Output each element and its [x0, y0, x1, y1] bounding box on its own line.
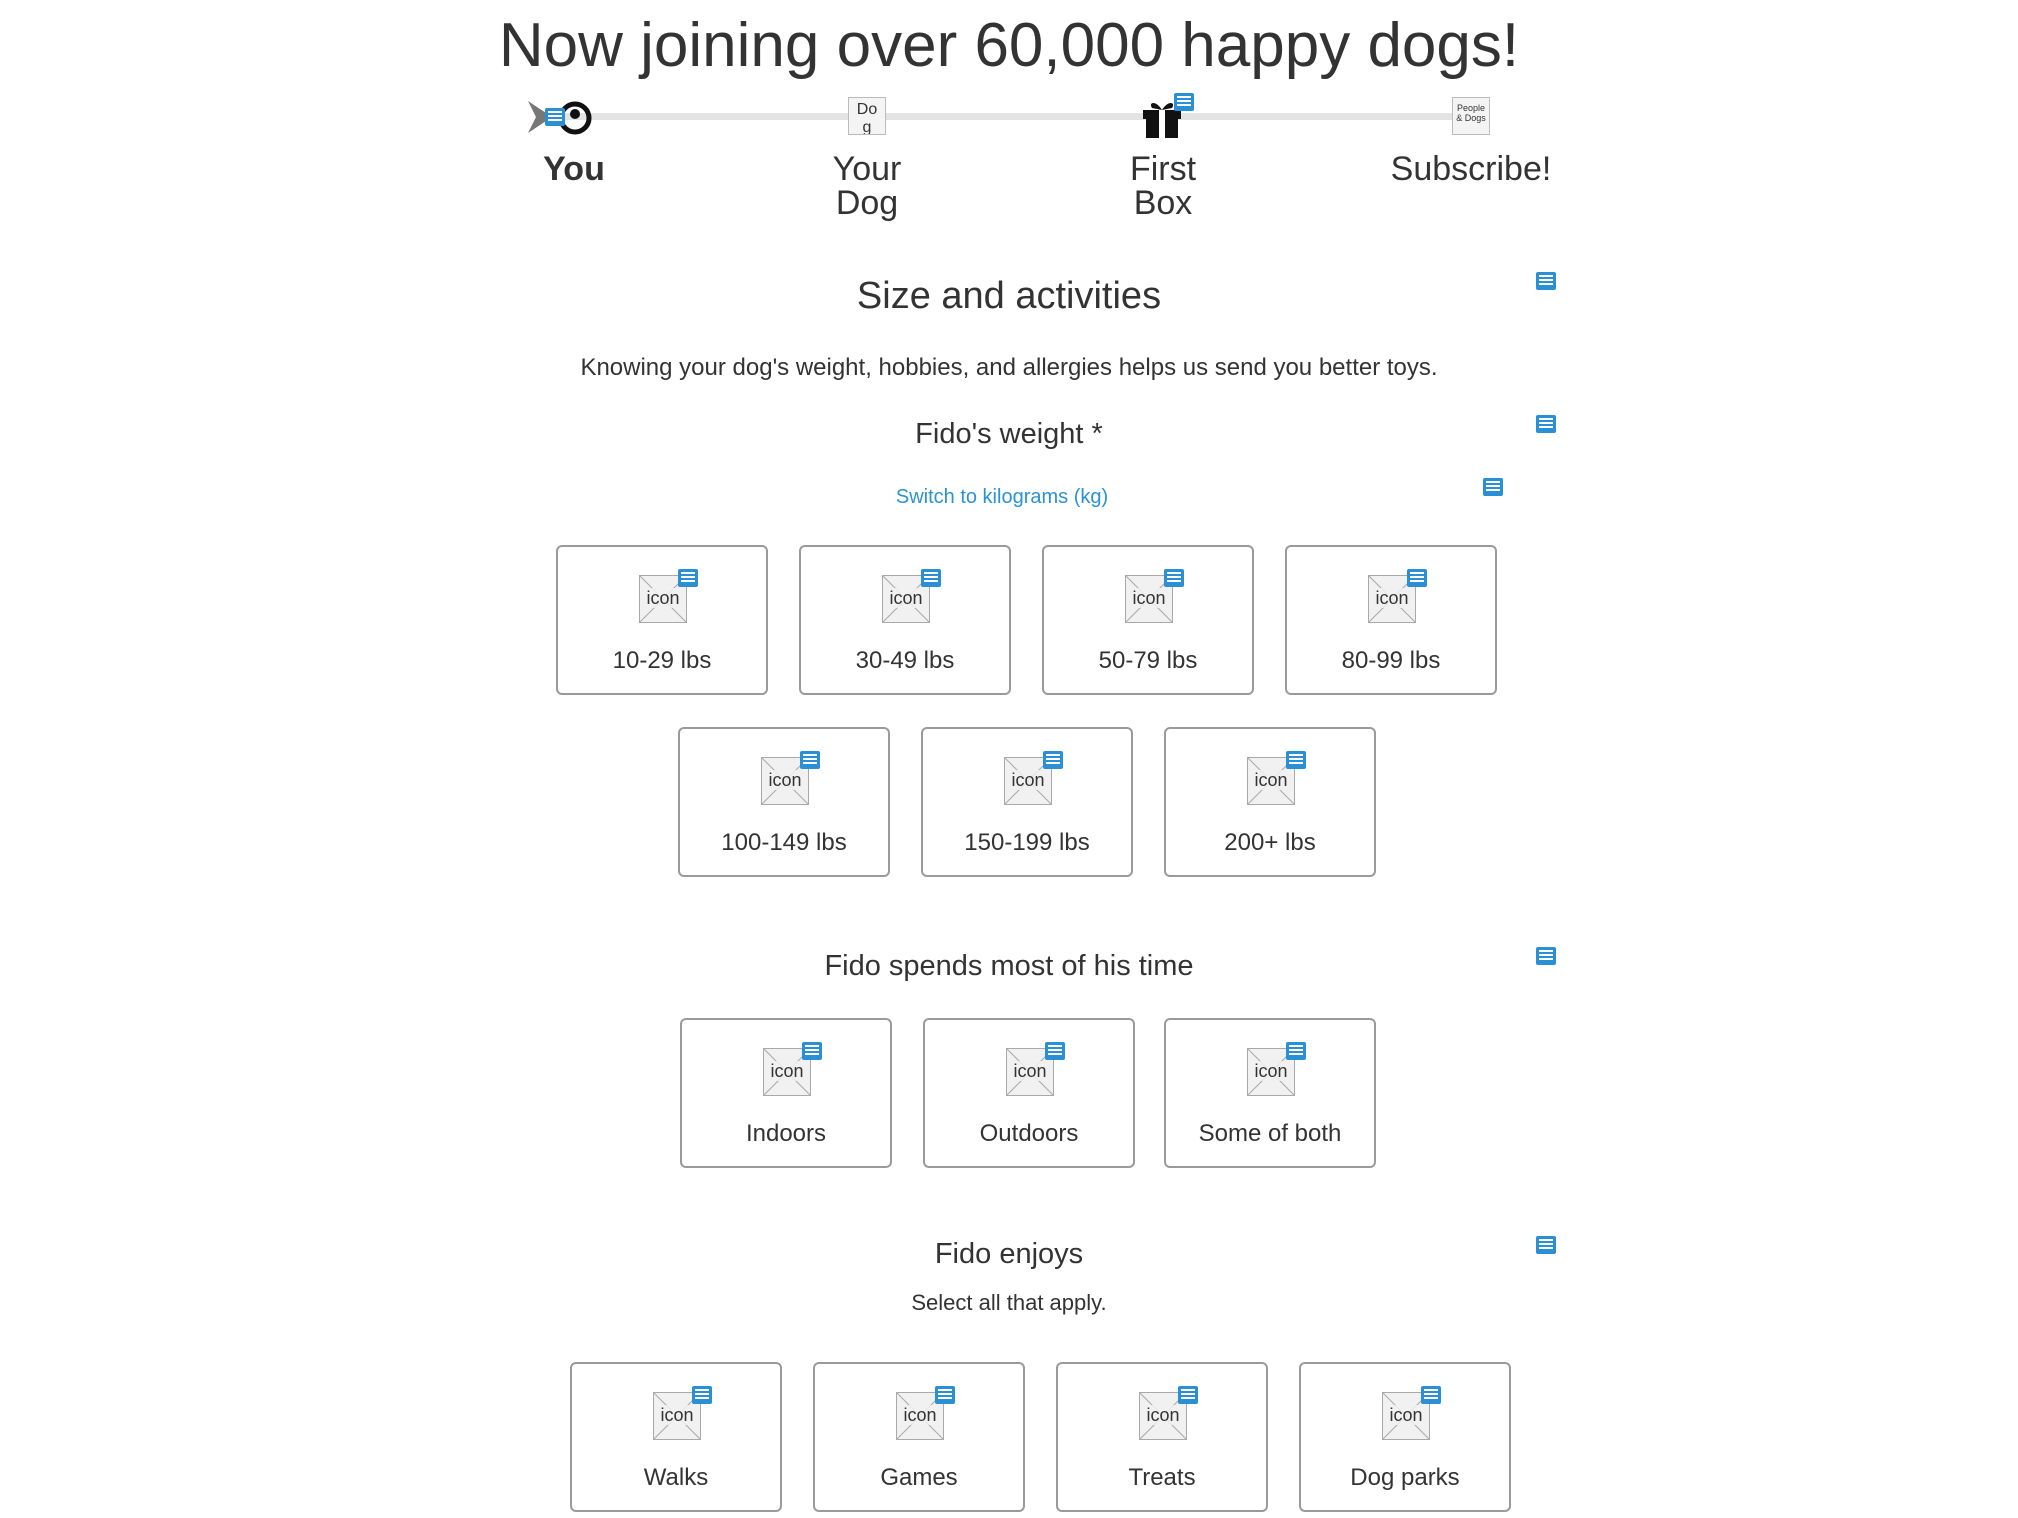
enjoys-walks-option-card[interactable] — [570, 1362, 782, 1512]
note-icon[interactable] — [1286, 1042, 1306, 1060]
option-label: Games — [880, 1464, 958, 1491]
step-you[interactable] — [424, 152, 724, 186]
weight-150-199-lbs-option-card[interactable] — [921, 727, 1133, 877]
note-icon[interactable] — [1286, 751, 1306, 769]
weight-50-79-lbs-option-card[interactable] — [1042, 545, 1254, 695]
note-icon[interactable] — [1421, 1386, 1441, 1404]
progress-track — [560, 113, 1460, 120]
weight-30-49-lbs-option-card[interactable] — [799, 545, 1011, 695]
option-label: Outdoors — [979, 1120, 1079, 1147]
step-subscribe[interactable] — [1321, 152, 1621, 186]
option-label: 30-49 lbs — [855, 647, 955, 674]
option-image-placeholder-icon: icon — [1247, 757, 1295, 805]
section-description: Knowing your dog's weight, hobbies, and allergies helps us send you better toys. — [580, 354, 1438, 381]
note-icon[interactable] — [1174, 93, 1194, 111]
note-icon[interactable] — [1045, 1042, 1065, 1060]
enjoys-treats-option-card[interactable] — [1056, 1362, 1268, 1512]
dog-image-placeholder-icon: Dog — [848, 97, 886, 135]
weight-100-149-lbs-option-card[interactable] — [678, 727, 890, 877]
note-icon[interactable] — [1483, 478, 1503, 496]
time-indoors-option-card[interactable] — [680, 1018, 892, 1168]
switch-to-kg-link[interactable]: Switch to kilograms (kg) — [895, 486, 1109, 508]
step-subscribe-label: Subscribe! — [1390, 150, 1552, 188]
note-icon[interactable] — [1164, 569, 1184, 587]
page-headline: Now joining over 60,000 happy dogs! — [498, 11, 1520, 80]
note-icon[interactable] — [1536, 1236, 1556, 1254]
weight-title: Fido's weight * — [915, 418, 1103, 450]
note-icon[interactable] — [1043, 751, 1063, 769]
option-label: 150-199 lbs — [964, 829, 1090, 856]
option-image-placeholder-icon: icon — [882, 575, 930, 623]
option-image-placeholder-icon: icon — [896, 1392, 944, 1440]
option-label: Treats — [1128, 1464, 1196, 1491]
note-icon[interactable] — [1407, 569, 1427, 587]
option-image-placeholder-icon: icon — [763, 1048, 811, 1096]
note-icon[interactable] — [935, 1386, 955, 1404]
weight-80-99-lbs-option-card[interactable] — [1285, 545, 1497, 695]
option-image-placeholder-icon: icon — [1004, 757, 1052, 805]
note-icon[interactable] — [545, 108, 565, 126]
option-image-placeholder-icon: icon — [1368, 575, 1416, 623]
option-label: Dog parks — [1350, 1464, 1460, 1491]
weight-10-29-lbs-option-card[interactable] — [556, 545, 768, 695]
step-first-box[interactable] — [1013, 152, 1313, 220]
option-image-placeholder-icon: icon — [639, 575, 687, 623]
time-title: Fido spends most of his time — [824, 950, 1194, 982]
people-and-dogs-image-placeholder-icon: People & Dogs — [1452, 97, 1490, 135]
note-icon[interactable] — [800, 751, 820, 769]
option-image-placeholder-icon: icon — [1247, 1048, 1295, 1096]
enjoys-games-option-card[interactable] — [813, 1362, 1025, 1512]
option-label: 80-99 lbs — [1341, 647, 1441, 674]
option-image-placeholder-icon: icon — [1139, 1392, 1187, 1440]
note-icon[interactable] — [692, 1386, 712, 1404]
option-image-placeholder-icon: icon — [761, 757, 809, 805]
note-icon[interactable] — [1536, 272, 1556, 290]
option-image-placeholder-icon: icon — [1382, 1392, 1430, 1440]
note-icon[interactable] — [802, 1042, 822, 1060]
option-image-placeholder-icon: icon — [1006, 1048, 1054, 1096]
option-image-placeholder-icon: icon — [1125, 575, 1173, 623]
note-icon[interactable] — [678, 569, 698, 587]
option-label: 200+ lbs — [1224, 829, 1316, 856]
option-label: Walks — [643, 1464, 709, 1491]
step-your-dog-label: Your Dog — [832, 150, 902, 222]
note-icon[interactable] — [1178, 1386, 1198, 1404]
note-icon[interactable] — [1536, 415, 1556, 433]
option-label: Indoors — [745, 1120, 827, 1147]
option-label: 10-29 lbs — [612, 647, 712, 674]
option-label: 50-79 lbs — [1098, 647, 1198, 674]
option-image-placeholder-icon: icon — [653, 1392, 701, 1440]
enjoys-hint: Select all that apply. — [911, 1290, 1107, 1315]
enjoys-title: Fido enjoys — [934, 1238, 1084, 1270]
note-icon[interactable] — [1536, 947, 1556, 965]
step-you-label: You — [543, 150, 605, 188]
enjoys-dog-parks-option-card[interactable] — [1299, 1362, 1511, 1512]
option-label: Some of both — [1198, 1120, 1342, 1147]
time-some-of-both-option-card[interactable] — [1164, 1018, 1376, 1168]
step-first-box-label: First Box — [1129, 150, 1197, 222]
section-title: Size and activities — [856, 275, 1162, 317]
option-label: 100-149 lbs — [721, 829, 847, 856]
weight-200-lbs-option-card[interactable] — [1164, 727, 1376, 877]
time-outdoors-option-card[interactable] — [923, 1018, 1135, 1168]
note-icon[interactable] — [921, 569, 941, 587]
step-your-dog[interactable] — [717, 152, 1017, 220]
